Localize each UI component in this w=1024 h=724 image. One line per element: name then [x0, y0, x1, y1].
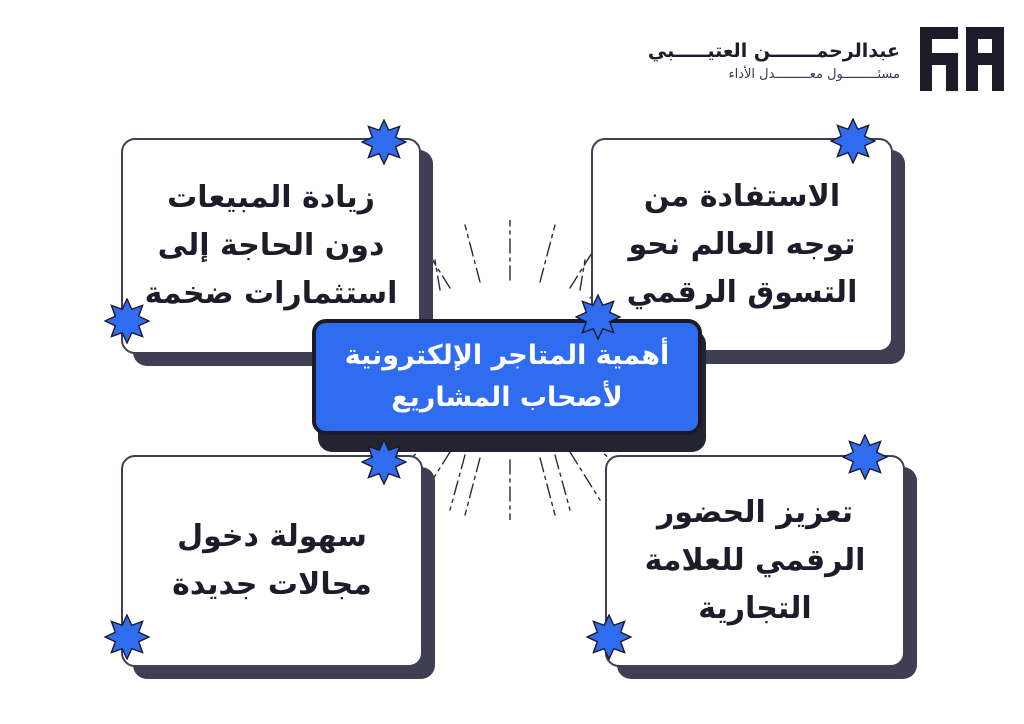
card-top-right-text: الاستفادة من توجه العالم نحو التسوق الرقمي: [626, 179, 858, 310]
card-bottom-right-text: تعزيز الحضور الرقمي للعلامة التجارية: [644, 495, 866, 626]
title-accent-line: [330, 431, 380, 435]
star-icon: [361, 439, 407, 485]
brand-name: عبدالرحمـــــــن العتيـــــبي: [647, 40, 900, 62]
star-icon: [575, 294, 621, 340]
star-icon: [361, 119, 407, 165]
star-icon: [104, 614, 150, 660]
title-box: [312, 319, 702, 435]
star-icon: [842, 434, 888, 480]
title-accent-line: [640, 431, 688, 435]
brand-role: مسئـــــــــول معـــــــــدل الأداء: [728, 67, 900, 82]
star-icon: [104, 298, 150, 344]
card-top-left-text: زيادة المبيعات دون الحاجة إلى استثمارات ضخمة: [144, 180, 398, 311]
star-icon: [830, 118, 876, 164]
brand-logo-icon: [920, 27, 1004, 91]
card-bottom-left-text: سهولة دخول مجالات جديدة: [172, 519, 372, 602]
page-title: أهمية المتاجر الإلكترونية لأصحاب المشاريع: [344, 340, 670, 413]
brand-block: [648, 40, 900, 84]
star-icon: [586, 614, 632, 660]
card-bottom-left: [121, 455, 423, 667]
card-bottom-right: [605, 455, 905, 667]
